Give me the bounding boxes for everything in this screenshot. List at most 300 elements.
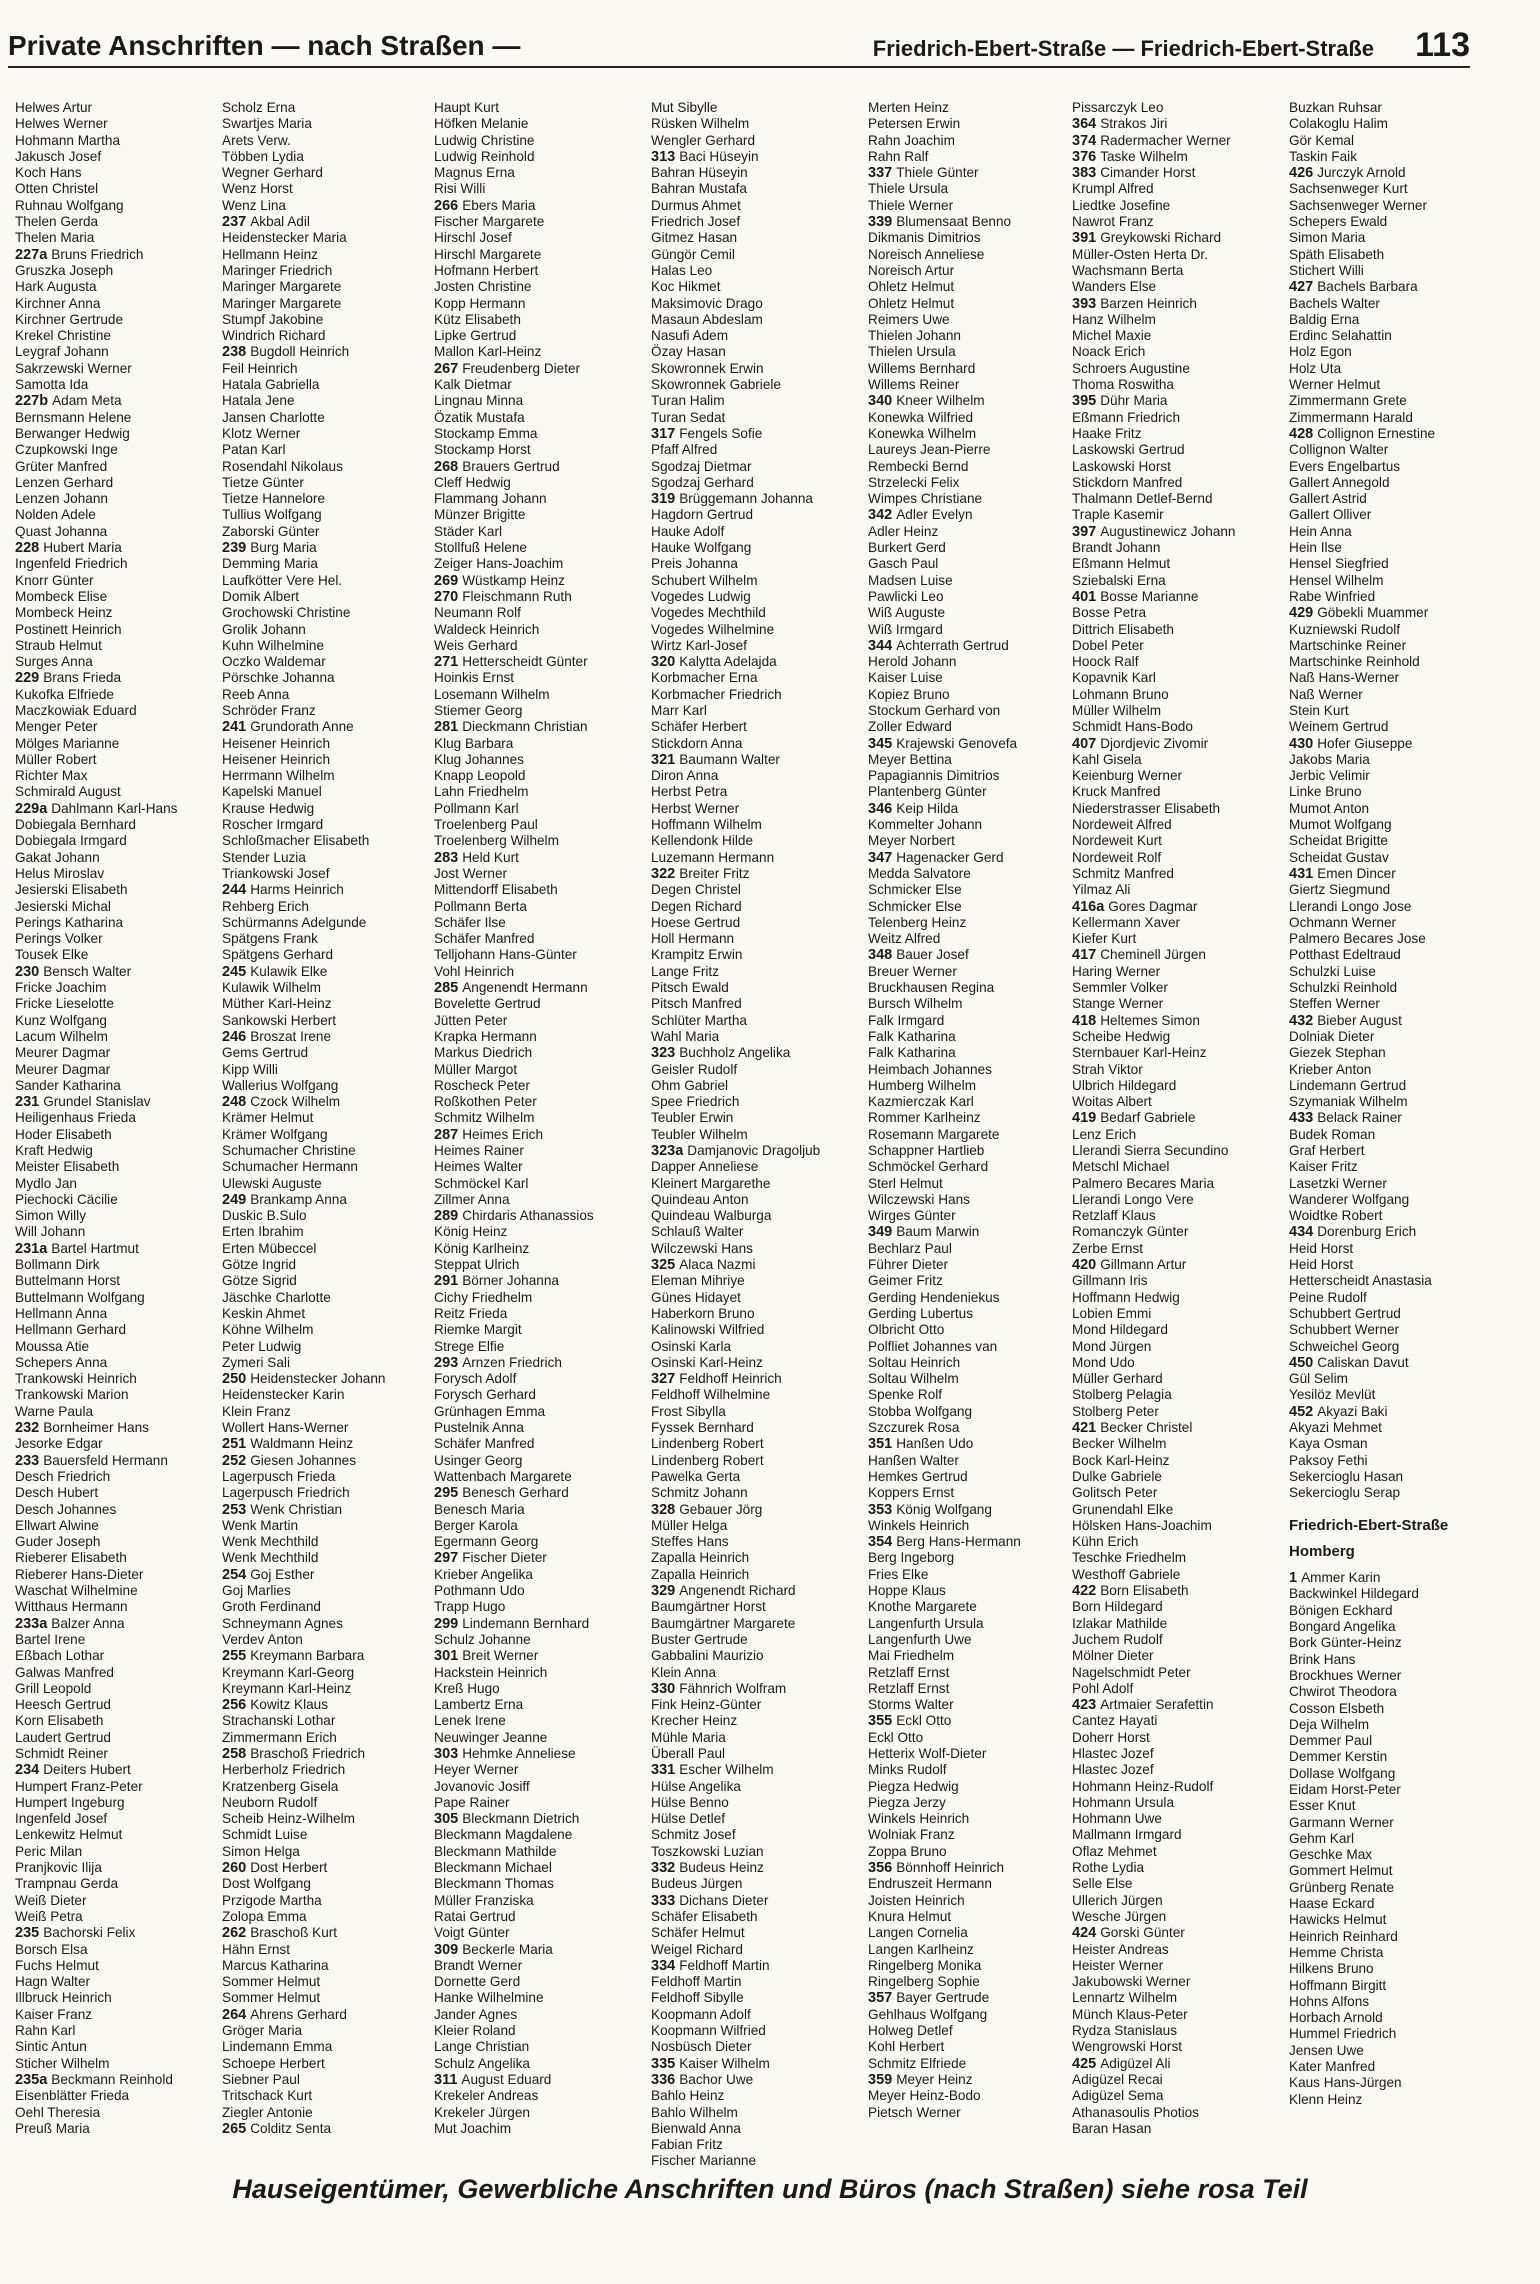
resident-name: Krampitz Erwin xyxy=(651,947,743,963)
resident-entry xyxy=(1289,1224,1503,1240)
resident-entry xyxy=(434,964,648,980)
resident-entry xyxy=(1072,328,1286,344)
resident-entry xyxy=(15,1290,229,1306)
resident-entry xyxy=(1289,687,1503,703)
house-number: 258 xyxy=(222,1745,247,1762)
resident-entry xyxy=(15,980,229,996)
resident-name: Lennartz Wilhelm xyxy=(1072,1990,1178,2006)
resident-name: Lange Fritz xyxy=(651,963,720,979)
resident-name: Wenk Mechthild xyxy=(222,1534,319,1550)
resident-name: Oflaz Mehmet xyxy=(1072,1843,1157,1859)
resident-entry xyxy=(434,507,648,523)
resident-name: Fischer Dieter xyxy=(462,1550,547,1566)
resident-entry xyxy=(1289,899,1503,915)
resident-name: Eleman Mihriye xyxy=(651,1273,745,1289)
resident-entry xyxy=(15,1127,229,1143)
resident-entry xyxy=(222,1062,436,1078)
resident-entry xyxy=(1289,149,1503,165)
resident-entry xyxy=(1289,230,1503,246)
house-number: 340 xyxy=(868,393,893,410)
resident-entry xyxy=(651,866,865,882)
resident-name: Nasufi Adem xyxy=(651,328,729,344)
resident-name: Degen Christel xyxy=(651,882,741,898)
resident-entry xyxy=(15,344,229,360)
resident-entry xyxy=(15,1746,229,1762)
resident-name: Sommer Helmut xyxy=(222,1990,321,2006)
resident-name: Breiter Fritz xyxy=(679,865,750,881)
resident-name: Bauer Josef xyxy=(896,947,969,963)
resident-entry xyxy=(15,1192,229,1208)
resident-name: Heisener Heinrich xyxy=(222,735,331,751)
resident-name: Budek Roman xyxy=(1289,1126,1376,1142)
resident-name: Willems Bernhard xyxy=(868,360,976,376)
resident-entry xyxy=(434,279,648,295)
resident-name: Hanke Wilhelmine xyxy=(434,1990,544,2006)
resident-entry xyxy=(1072,1485,1286,1501)
resident-entry xyxy=(1289,1355,1503,1371)
resident-entry xyxy=(651,768,865,784)
resident-entry xyxy=(651,1094,865,1110)
resident-name: Buster Gertrude xyxy=(651,1631,748,1647)
resident-name: Quast Johanna xyxy=(15,523,108,539)
resident-entry xyxy=(1072,442,1286,458)
resident-entry xyxy=(15,1322,229,1338)
resident-name: Noack Erich xyxy=(1072,344,1146,360)
resident-entry xyxy=(868,638,1082,654)
resident-name: Swartjes Maria xyxy=(222,116,312,132)
resident-entry xyxy=(1289,410,1503,426)
resident-entry xyxy=(1289,133,1503,149)
resident-entry xyxy=(868,2072,1082,2088)
resident-entry xyxy=(222,230,436,246)
resident-name: Hein Ilse xyxy=(1289,540,1342,556)
resident-entry xyxy=(222,263,436,279)
resident-entry xyxy=(1072,2007,1286,2023)
resident-name: Schloßmacher Elisabeth xyxy=(222,833,370,849)
resident-name: Kalinowski Wilfried xyxy=(651,1322,765,1338)
resident-entry xyxy=(434,719,648,735)
resident-name: Lindenberg Robert xyxy=(651,1436,764,1452)
resident-name: Langen Karlheinz xyxy=(868,1941,974,1957)
resident-entry xyxy=(15,850,229,866)
resident-entry xyxy=(434,1990,648,2006)
resident-name: Jakusch Josef xyxy=(15,148,102,164)
resident-name: Rieberer Hans-Dieter xyxy=(15,1566,144,1582)
resident-entry xyxy=(434,230,648,246)
resident-entry xyxy=(222,1942,436,1958)
resident-name: Hetterscheidt Anastasia xyxy=(1289,1273,1432,1289)
resident-entry xyxy=(1072,1632,1286,1648)
resident-name: Roßkothen Peter xyxy=(434,1094,537,1110)
resident-name: Thiele Ursula xyxy=(868,181,949,197)
resident-entry xyxy=(868,1795,1082,1811)
resident-name: Neumann Rolf xyxy=(434,605,521,621)
resident-entry xyxy=(1072,100,1286,116)
resident-name: Bursch Wilhelm xyxy=(868,996,963,1012)
resident-name: Lasetzki Werner xyxy=(1289,1175,1387,1191)
resident-name: Lambertz Erna xyxy=(434,1697,524,1713)
resident-entry xyxy=(1289,1815,1503,1831)
resident-name: Bedarf Gabriele xyxy=(1100,1110,1196,1126)
house-number: 301 xyxy=(434,1648,459,1665)
resident-entry xyxy=(1289,947,1503,963)
resident-entry xyxy=(868,524,1082,540)
resident-name: Zaborski Günter xyxy=(222,523,320,539)
resident-name: Sankowski Herbert xyxy=(222,1012,337,1028)
resident-entry xyxy=(651,491,865,507)
resident-name: Brauers Gertrud xyxy=(462,458,560,474)
resident-name: Skowronnek Erwin xyxy=(651,360,764,376)
resident-name: Storms Walter xyxy=(868,1697,954,1713)
resident-name: Tousek Elke xyxy=(15,947,89,963)
resident-name: Trapp Hugo xyxy=(434,1599,506,1615)
resident-entry xyxy=(1072,2121,1286,2137)
resident-entry xyxy=(15,1273,229,1289)
resident-name: Bahran Mustafa xyxy=(651,181,747,197)
resident-entry xyxy=(1072,2072,1286,2088)
resident-entry xyxy=(222,247,436,263)
resident-name: Sternbauer Karl-Heinz xyxy=(1072,1045,1207,1061)
resident-name: Krämer Wolfgang xyxy=(222,1126,328,1142)
resident-entry xyxy=(651,2121,865,2137)
resident-name: Hilkens Bruno xyxy=(1289,1961,1374,1977)
resident-name: Degen Richard xyxy=(651,898,742,914)
resident-entry xyxy=(651,377,865,393)
resident-entry xyxy=(222,198,436,214)
resident-entry xyxy=(1072,1925,1286,1941)
resident-entry xyxy=(651,915,865,931)
house-number: 260 xyxy=(222,1860,247,1877)
resident-name: Goj Esther xyxy=(250,1566,315,1582)
resident-name: Nosbüsch Dieter xyxy=(651,2039,752,2055)
resident-name: Stolberg Pelagia xyxy=(1072,1387,1172,1403)
resident-entry xyxy=(651,1404,865,1420)
resident-entry xyxy=(15,1518,229,1534)
resident-name: Többen Lydia xyxy=(222,148,304,164)
resident-entry xyxy=(222,181,436,197)
resident-entry xyxy=(15,1583,229,1599)
resident-entry xyxy=(222,964,436,980)
resident-name: Westhoff Gabriele xyxy=(1072,1566,1181,1582)
house-number: 297 xyxy=(434,1550,459,1567)
resident-name: Peine Rudolf xyxy=(1289,1289,1367,1305)
resident-name: Nordeweit Alfred xyxy=(1072,817,1172,833)
resident-entry xyxy=(651,1811,865,1827)
house-number: 383 xyxy=(1072,165,1097,182)
resident-entry xyxy=(651,1681,865,1697)
resident-name: Schmirald August xyxy=(15,784,121,800)
resident-entry xyxy=(434,1404,648,1420)
resident-entry xyxy=(1289,1570,1503,1586)
resident-entry xyxy=(651,1290,865,1306)
resident-entry xyxy=(868,1224,1082,1240)
resident-entry xyxy=(15,1681,229,1697)
resident-name: Gruszka Joseph xyxy=(15,262,114,278)
resident-entry xyxy=(15,1665,229,1681)
resident-entry xyxy=(222,459,436,475)
resident-name: Bosse Marianne xyxy=(1100,588,1199,604)
resident-name: Schoepe Herbert xyxy=(222,2055,325,2071)
resident-name: Galwas Manfred xyxy=(15,1664,114,1680)
resident-entry xyxy=(1072,1860,1286,1876)
resident-entry xyxy=(1072,459,1286,475)
resident-name: Langenfurth Ursula xyxy=(868,1615,984,1631)
resident-name: Halas Leo xyxy=(651,262,713,278)
resident-name: Adam Meta xyxy=(52,393,122,409)
resident-name: Giertz Siegmund xyxy=(1289,882,1391,898)
resident-name: Schlauß Walter xyxy=(651,1224,744,1240)
resident-entry xyxy=(222,1143,436,1159)
house-number: 393 xyxy=(1072,295,1097,312)
resident-name: Jesierski Elisabeth xyxy=(15,882,128,898)
resident-entry xyxy=(1289,1078,1503,1094)
resident-entry xyxy=(15,2056,229,2072)
resident-name: Preuß Maria xyxy=(15,2120,90,2136)
resident-name: Kruck Manfred xyxy=(1072,784,1161,800)
resident-name: Wachsmann Berta xyxy=(1072,262,1184,278)
resident-name: Schmidt Reiner xyxy=(15,1745,108,1761)
resident-entry xyxy=(434,328,648,344)
resident-entry xyxy=(222,1322,436,1338)
resident-entry xyxy=(651,410,865,426)
resident-name: Pawlicki Leo xyxy=(868,588,944,604)
resident-entry xyxy=(15,2039,229,2055)
resident-entry xyxy=(651,1616,865,1632)
resident-name: Kreymann Barbara xyxy=(250,1648,365,1664)
resident-entry xyxy=(651,1730,865,1746)
resident-entry xyxy=(651,850,865,866)
resident-entry xyxy=(222,1648,436,1664)
resident-name: Arnzen Friedrich xyxy=(462,1354,562,1370)
resident-name: Heesch Gertrud xyxy=(15,1697,111,1713)
resident-entry xyxy=(222,524,436,540)
resident-entry xyxy=(434,1224,648,1240)
resident-name: Mai Friedhelm xyxy=(868,1648,955,1664)
resident-entry xyxy=(1072,1844,1286,1860)
resident-entry xyxy=(434,1436,648,1452)
resident-entry xyxy=(222,1599,436,1615)
resident-entry xyxy=(222,556,436,572)
resident-entry xyxy=(222,1045,436,1061)
house-number: 241 xyxy=(222,719,247,736)
resident-entry xyxy=(222,1241,436,1257)
resident-name: Buttelmann Horst xyxy=(15,1273,121,1289)
resident-name: Hoffmann Wilhelm xyxy=(651,817,762,833)
resident-entry xyxy=(1289,964,1503,980)
resident-name: Hetterscheidt Günter xyxy=(462,654,588,670)
resident-entry xyxy=(222,1974,436,1990)
resident-name: Gebauer Jörg xyxy=(679,1501,763,1517)
resident-name: Baci Hüseyin xyxy=(679,148,759,164)
resident-name: Trampnau Gerda xyxy=(15,1876,119,1892)
house-number: 431 xyxy=(1289,865,1314,882)
resident-entry xyxy=(15,133,229,149)
resident-name: Gorski Günter xyxy=(1100,1925,1185,1941)
resident-name: Kaiser Fritz xyxy=(1289,1159,1358,1175)
resident-name: Klug Barbara xyxy=(434,735,514,751)
resident-entry xyxy=(1289,1159,1503,1175)
resident-entry xyxy=(15,882,229,898)
house-number: 334 xyxy=(651,1957,676,1974)
resident-entry xyxy=(868,2088,1082,2104)
resident-entry xyxy=(15,1713,229,1729)
resident-name: Polfliet Johannes van xyxy=(868,1338,998,1354)
resident-name: Skowronnek Gabriele xyxy=(651,377,781,393)
resident-name: Osinski Karl-Heinz xyxy=(651,1354,763,1370)
house-number: 255 xyxy=(222,1648,247,1665)
resident-entry xyxy=(434,850,648,866)
resident-entry xyxy=(15,1485,229,1501)
resident-entry xyxy=(434,361,648,377)
resident-entry xyxy=(434,2056,648,2072)
resident-name: Kirchner Anna xyxy=(15,295,101,311)
resident-entry xyxy=(651,2088,865,2104)
resident-entry xyxy=(434,296,648,312)
resident-entry xyxy=(868,393,1082,409)
resident-name: Lohmann Bruno xyxy=(1072,686,1169,702)
resident-entry xyxy=(1072,589,1286,605)
resident-entry xyxy=(434,1974,648,1990)
resident-name: Papagiannis Dimitrios xyxy=(868,768,1000,784)
resident-name: Laskowski Horst xyxy=(1072,458,1171,474)
resident-name: Klotz Werner xyxy=(222,425,301,441)
resident-name: Yilmaz Ali xyxy=(1072,882,1131,898)
resident-entry xyxy=(1289,1257,1503,1273)
resident-entry xyxy=(868,198,1082,214)
house-number: 430 xyxy=(1289,735,1314,752)
resident-entry xyxy=(1289,312,1503,328)
resident-entry xyxy=(434,882,648,898)
house-number: 244 xyxy=(222,882,247,899)
resident-entry xyxy=(651,214,865,230)
resident-name: Grunendahl Elke xyxy=(1072,1501,1174,1517)
resident-name: Dolniak Dieter xyxy=(1289,1028,1375,1044)
resident-entry xyxy=(15,1355,229,1371)
resident-entry xyxy=(222,296,436,312)
resident-entry xyxy=(222,1387,436,1403)
resident-entry xyxy=(868,1860,1082,1876)
resident-name: Berg Hans-Hermann xyxy=(896,1534,1021,1550)
resident-entry xyxy=(434,116,648,132)
resident-entry xyxy=(1072,524,1286,540)
resident-entry xyxy=(868,1876,1082,1892)
resident-entry xyxy=(1072,149,1286,165)
resident-name: Zolopa Emma xyxy=(222,1908,307,1924)
resident-name: Szczurek Rosa xyxy=(868,1420,960,1436)
resident-entry xyxy=(15,752,229,768)
resident-entry xyxy=(15,1876,229,1892)
resident-name: Stender Luzia xyxy=(222,849,306,865)
resident-name: Laudert Gertrud xyxy=(15,1729,111,1745)
resident-name: Buttelmann Wolfgang xyxy=(15,1289,145,1305)
house-number: 248 xyxy=(222,1094,247,1111)
resident-entry xyxy=(1072,296,1286,312)
resident-name: Schäfer Manfred xyxy=(434,1436,535,1452)
resident-entry xyxy=(15,2072,229,2088)
resident-entry xyxy=(1072,1518,1286,1534)
resident-entry xyxy=(1072,1811,1286,1827)
resident-name: Stein Kurt xyxy=(1289,702,1349,718)
house-number: 235a xyxy=(15,2071,48,2088)
resident-name: Nagelschmidt Peter xyxy=(1072,1664,1191,1680)
resident-entry xyxy=(868,459,1082,475)
resident-name: Herold Johann xyxy=(868,654,957,670)
resident-entry xyxy=(868,980,1082,996)
resident-name: Humberg Wilhelm xyxy=(868,1077,977,1093)
resident-entry xyxy=(868,1893,1082,1909)
resident-name: Gakat Johann xyxy=(15,849,100,865)
resident-name: Turan Sedat xyxy=(651,409,726,425)
resident-entry xyxy=(1289,1192,1503,1208)
resident-name: Kellermann Xaver xyxy=(1072,914,1181,930)
house-number: 419 xyxy=(1072,1110,1097,1127)
resident-entry xyxy=(15,1779,229,1795)
resident-name: Rothe Lydia xyxy=(1072,1860,1145,1876)
resident-entry xyxy=(868,1339,1082,1355)
resident-name: Hatala Gabriella xyxy=(222,377,320,393)
resident-name: Demmer Paul xyxy=(1289,1733,1373,1749)
resident-entry xyxy=(651,149,865,165)
house-number: 423 xyxy=(1072,1697,1097,1714)
resident-name: Braschoß Friedrich xyxy=(250,1745,366,1761)
house-number: 344 xyxy=(868,637,893,654)
resident-name: Traple Kasemir xyxy=(1072,507,1164,523)
resident-entry xyxy=(868,296,1082,312)
resident-entry xyxy=(1072,1958,1286,1974)
resident-entry xyxy=(651,116,865,132)
resident-name: Rahn Joachim xyxy=(868,132,955,148)
resident-entry xyxy=(868,801,1082,817)
resident-entry xyxy=(868,442,1082,458)
resident-entry xyxy=(868,247,1082,263)
resident-entry xyxy=(1289,442,1503,458)
resident-entry xyxy=(222,1990,436,2006)
resident-entry xyxy=(651,1371,865,1387)
resident-entry xyxy=(651,1224,865,1240)
resident-name: Retzlaff Ernst xyxy=(868,1680,950,1696)
resident-name: Stickdorn Anna xyxy=(651,735,743,751)
resident-entry xyxy=(15,198,229,214)
resident-name: Teubler Erwin xyxy=(651,1110,734,1126)
resident-entry xyxy=(1289,1110,1503,1126)
resident-entry xyxy=(434,801,648,817)
house-number: 329 xyxy=(651,1583,676,1600)
resident-entry xyxy=(651,947,865,963)
house-number: 234 xyxy=(15,1762,40,1779)
house-number: 376 xyxy=(1072,148,1097,165)
resident-entry xyxy=(434,899,648,915)
resident-entry xyxy=(15,1811,229,1827)
resident-entry xyxy=(868,426,1082,442)
house-number: 401 xyxy=(1072,588,1097,605)
resident-entry xyxy=(1289,833,1503,849)
resident-entry xyxy=(434,1518,648,1534)
resident-entry xyxy=(651,1436,865,1452)
resident-entry xyxy=(15,1062,229,1078)
resident-name: Preis Johanna xyxy=(651,556,738,572)
resident-entry xyxy=(1289,1782,1503,1798)
resident-name: Demming Maria xyxy=(222,556,318,572)
resident-name: Martschinke Reiner xyxy=(1289,637,1407,653)
resident-entry xyxy=(222,2072,436,2088)
resident-entry xyxy=(222,2121,436,2137)
resident-name: Spenke Rolf xyxy=(868,1387,943,1403)
house-number: 421 xyxy=(1072,1420,1097,1437)
resident-name: König Wolfgang xyxy=(896,1501,992,1517)
resident-name: Diron Anna xyxy=(651,768,719,784)
resident-entry xyxy=(1072,622,1286,638)
resident-entry xyxy=(222,1958,436,1974)
